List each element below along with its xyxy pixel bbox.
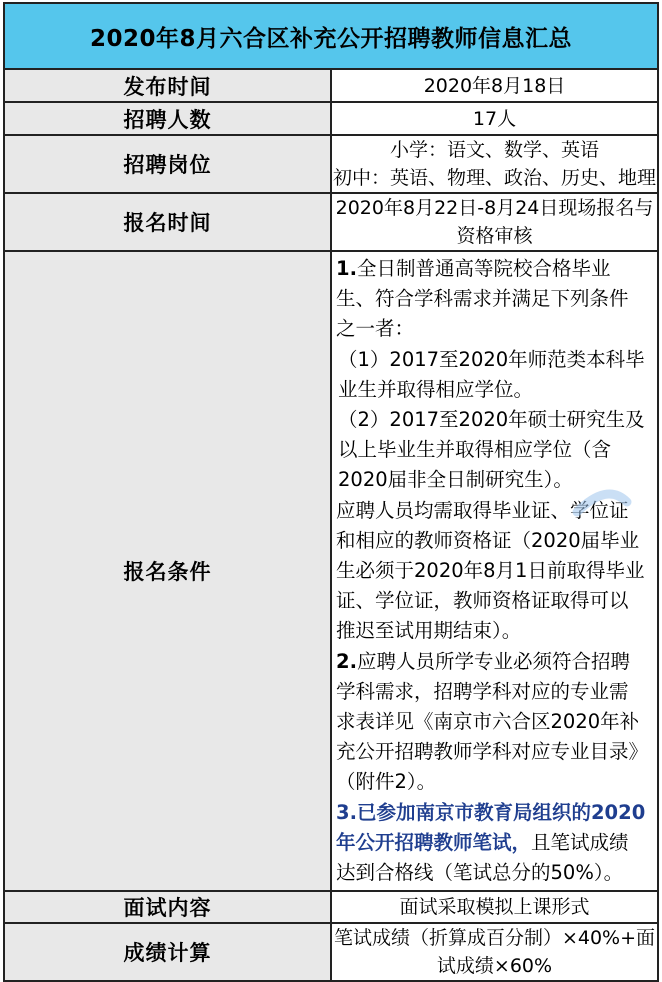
condition-2-text: 应聘人员所学专业必须符合招聘学科需求，招聘学科对应的专业需求表详见《南京市六合区2020年补充公开招聘教师学科对应专业目录》（附件2）。 xyxy=(336,649,640,794)
condition-1-b: （2）2017至2020年硕士研究生及以上毕业生并取得相应学位（含2020届非全日制研究生）。 xyxy=(338,408,645,492)
row-publish-time xyxy=(4,69,658,102)
condition-1 xyxy=(336,254,647,345)
row-interview xyxy=(4,891,658,923)
condition-2-number: 2. xyxy=(336,649,357,673)
value-score: 笔试成绩（折算成百分制）×40%+面试成绩×60% xyxy=(331,923,658,981)
row-positions xyxy=(4,135,658,193)
row-score xyxy=(4,923,658,981)
table-title: 2020年8月六合区补充公开招聘教师信息汇总 xyxy=(4,3,658,69)
info-table xyxy=(3,2,659,982)
label-conditions: 报名条件 xyxy=(4,251,331,891)
value-signup-time: 2020年8月22日-8月24日现场报名与资格审核 xyxy=(331,193,658,251)
row-signup-time xyxy=(4,193,658,251)
condition-1-text: 全日制普通高等院校合格毕业生、符合学科需求并满足下列条件之一者： xyxy=(336,257,629,341)
label-positions: 招聘岗位 xyxy=(4,135,331,193)
row-conditions xyxy=(4,251,658,891)
label-score: 成绩计算 xyxy=(4,923,331,981)
condition-2 xyxy=(336,647,647,798)
condition-3-number: 3. xyxy=(336,800,357,824)
condition-3-text: 且笔试成绩达到合格线（笔试总分的50%）。 xyxy=(336,830,629,885)
condition-3 xyxy=(336,798,647,889)
value-positions xyxy=(331,135,658,193)
condition-1-a: （1）2017至2020年师范类本科毕业生并取得相应学位。 xyxy=(338,347,645,401)
label-headcount: 招聘人数 xyxy=(4,102,331,135)
row-headcount xyxy=(4,102,658,135)
condition-1-note: 应聘人员均需取得毕业证、学位证和相应的教师资格证（2020届毕业生必须于2020年8月1日前取得毕业证、学位证，教师资格证取得可以推迟至试用期结束）。 xyxy=(336,498,645,643)
value-conditions xyxy=(331,251,658,891)
label-publish-time: 发布时间 xyxy=(4,69,331,102)
value-publish-time: 2020年8月18日 xyxy=(331,69,658,102)
value-interview: 面试采取模拟上课形式 xyxy=(331,891,658,923)
label-signup-time: 报名时间 xyxy=(4,193,331,251)
positions-junior: 初中：英语、物理、政治、历史、地理 xyxy=(332,167,656,189)
condition-1-number: 1. xyxy=(336,257,357,280)
label-interview: 面试内容 xyxy=(4,891,331,923)
value-headcount: 17人 xyxy=(331,102,658,135)
positions-primary: 小学：语文、数学、英语 xyxy=(389,139,599,161)
condition-3-bold: 已参加南京市教育局组织的2020年公开招聘教师笔试， xyxy=(336,800,646,854)
